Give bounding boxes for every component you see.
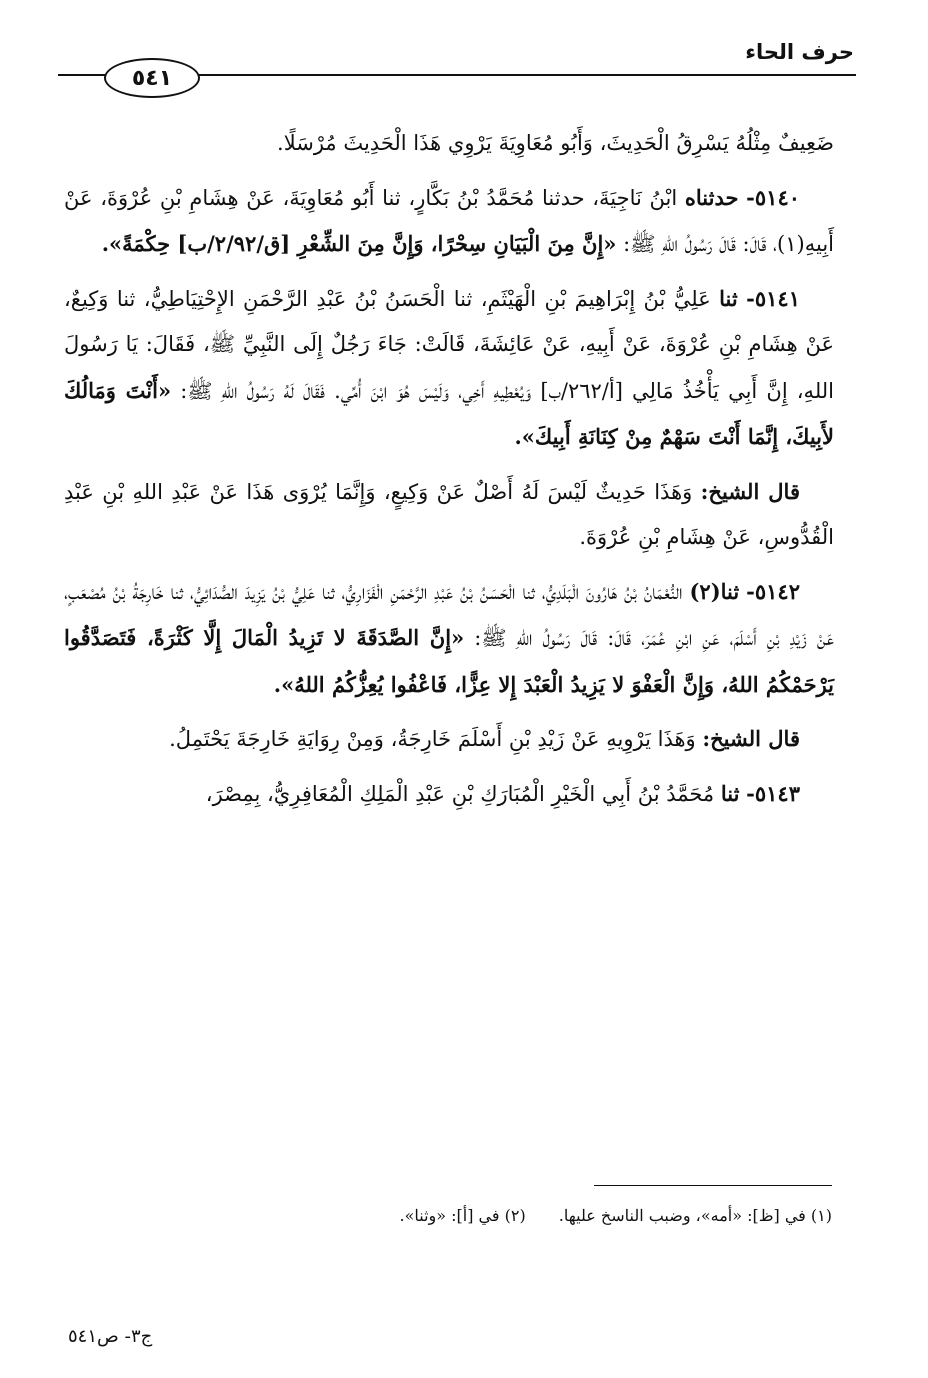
- hadith-5140: [64, 175, 834, 268]
- hadith-5140-quote: «إِنَّ مِنَ الْبَيَانِ سِحْرًا، وَإِنَّ مِنَ الشِّعْرِ [ق/٢/٩٢/ب] حِكْمَةً».: [101, 231, 617, 256]
- hadith-5140-text: ابْنُ نَاجِيَةَ، حدثنا مُحَمَّدُ بْنُ بَكَّارٍ، ثنا أَبُو مُعَاوِيَةَ، عَنْ هِشَامِ بْنِ عُرْوَةَ، عَنْ أَبِيهِ(١)، قَالَ: قَالَ رَسُولُ اللهِ ﷺ:: [64, 185, 834, 256]
- sheikh-comment-1-text: وَهَذَا حَدِيثٌ لَيْسَ لَهُ أَصْلٌ عَنْ وَكِيعٍ، وَإِنَّمَا يُرْوَى هَذَا عَنْ عَبْدِ اللهِ بْنِ عَبْدِ الْقُدُّوسِ، عَنْ هِشَامِ بْنِ عُرْوَةَ.: [64, 479, 834, 549]
- footnote-2: (٢) في [أ]: «وثنا».: [399, 1206, 526, 1225]
- sheikh-comment-1-lead: قال الشيخ:: [700, 478, 800, 504]
- hadith-5141-lead: ثنا: [719, 285, 738, 311]
- hadith-5142-number: ٥١٤٢-: [746, 578, 800, 604]
- hadith-5142-text: النُّعْمَانُ بْنُ هَارُونَ الْبَلَدِيُّ، ثنا الْحَسَنُ بْنُ عَبْدِ الرَّحْمَنِ الْفَزَارِيُّ، ثنا عَلِيُّ بْنُ يَزِيدَ الصُّدَائِيُّ، ثنا خَارِجَةُ بْنُ مُصْعَبٍ، عَنْ زَيْدِ بْنِ أَسْلَمَ، عَنِ ابْنِ عُمَرَ، قَالَ: قَالَ رَسُولُ اللهِ ﷺ:: [64, 579, 834, 650]
- sheikh-comment-2-lead: قال الشيخ:: [702, 726, 800, 751]
- hadith-5143: [64, 771, 834, 818]
- hadith-5143-number: ٥١٤٣-: [746, 780, 800, 806]
- hadith-5141: [64, 276, 834, 461]
- hadith-5143-lead: ثنا: [720, 780, 740, 806]
- page-number-badge: ٥٤١: [104, 58, 200, 98]
- hadith-5140-number: ٥١٤٠-: [746, 184, 801, 210]
- footnotes: [64, 1203, 832, 1229]
- paragraph-1-text: ضَعِيفٌ مِثْلُهُ يَسْرِقُ الْحَدِيثَ، وَأَبُو مُعَاوِيَةَ يَرْوِي هَذَا الْحَدِيثَ مُرْسَلًا.: [277, 131, 834, 155]
- sheikh-comment-2-text: وَهَذَا يَرْوِيهِ عَنْ زَيْدِ بْنِ أَسْلَمَ خَارِجَةُ، وَمِنْ رِوَايَةِ خَارِجَةَ يَحْتَمِلُ.: [169, 727, 696, 751]
- hadith-5141-number: ٥١٤١-: [746, 285, 800, 311]
- hadith-5142: [64, 569, 834, 709]
- page-reference: ج٣- ص٥٤١: [68, 1326, 153, 1347]
- footnote-1: (١) في [ظ]: «أمه»، وضبب الناسخ عليها.: [558, 1206, 832, 1225]
- hadith-5141-quote: «أَنْتَ وَمَالُكَ لأَبِيكَ، إِنَّمَا أَنْتَ سَهْمٌ مِنْ كِنَانَةِ أَبِيكَ».: [64, 377, 834, 449]
- main-text: [64, 121, 834, 825]
- hadith-5140-lead: حدثناه: [684, 184, 739, 210]
- chapter-title: حرف الحاء: [745, 40, 854, 64]
- hadith-5141-text: عَلِيُّ بْنُ إِبْرَاهِيمَ بْنِ الْهَيْثَمِ، ثنا الْحَسَنُ بْنُ عَبْدِ الرَّحْمَنِ الإِحْتِيَاطِيُّ، ثنا وَكِيعٌ، عَنْ هِشَامِ بْنِ عُرْوَةَ، عَنْ أَبِيهِ، عَنْ عَائِشَةَ، قَالَتْ: جَاءَ رَجُلٌ إِلَى النَّبِيِّ ﷺ، فَقَالَ: يَا رَسُولَ اللهِ، إِنَّ أَبِي يَأْخُذُ مَالِي [أ/٢٦٢/ب] وَيُعْطِيهِ أَخِي، وَلَيْسَ هُوَ ابْنَ أُمِّي. فَقَالَ لَهُ رَسُولُ اللهِ ﷺ:: [64, 286, 835, 403]
- hadith-5143-text: مُحَمَّدُ بْنُ أَبِي الْخَيْرِ الْمُبَارَكِ بْنِ عَبْدِ الْمَلِكِ الْمُعَافِرِيُّ، بِمِصْرَ،: [205, 781, 715, 806]
- sheikh-comment-2: [64, 716, 834, 763]
- hadith-5142-lead: ثنا(٢): [689, 578, 740, 604]
- paragraph-1: [64, 121, 834, 167]
- sheikh-comment-1: [64, 469, 834, 561]
- hadith-5142-quote: «إِنَّ الصَّدَقَةَ لا تَزِيدُ الْمَالَ إِلَّا كَثْرَةً، فَتَصَدَّقُوا يَرْحَمْكُمُ اللهُ، وَإِنَّ الْعَفْوَ لا يَزِيدُ الْعَبْدَ إِلا عِزًّا، فَاعْفُوا يُعِزُّكُمُ اللهُ».: [64, 625, 834, 697]
- footnote-separator: [594, 1185, 832, 1186]
